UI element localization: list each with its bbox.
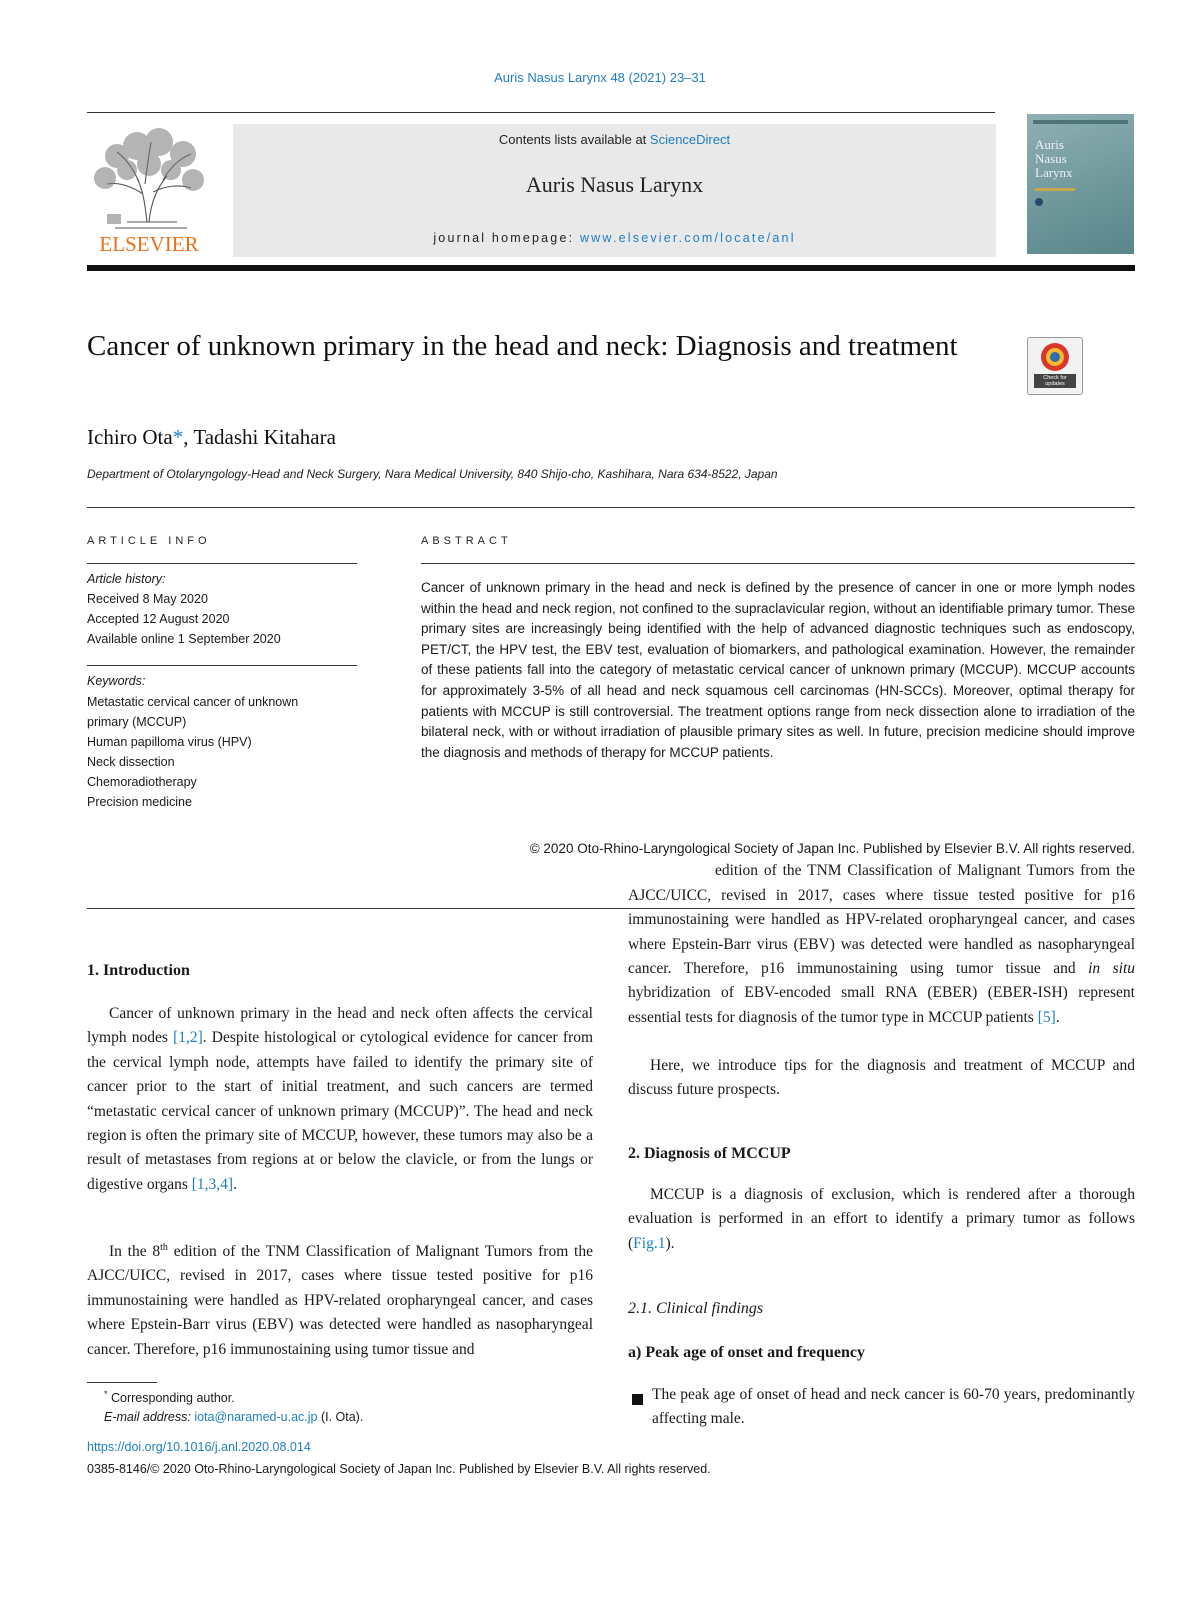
subsection-heading: 2.1. Clinical findings xyxy=(628,1300,764,1317)
footnote-mark: * xyxy=(104,1389,108,1399)
paragraph-text: . xyxy=(1055,1008,1060,1026)
reference-link[interactable]: [1,2] xyxy=(173,1029,203,1047)
journal-citation[interactable]: Auris Nasus Larynx 48 (2021) 23–31 xyxy=(494,70,706,85)
history-item-accepted: Accepted 12 August 2020 xyxy=(87,612,230,626)
paragraph-text: In the 8 xyxy=(109,1243,161,1260)
check-for-updates-label: Check for updates xyxy=(1043,375,1067,387)
email-link[interactable]: iota@naramed-u.ac.jp xyxy=(194,1410,318,1424)
journal-header-box xyxy=(233,124,996,257)
paragraph-text: edition of the TNM Classification of Malignant Tumors from the AJCC/UICC, revised in 2017, cases where tissue tested positive for p16 immunostaining were handled as HPV-related oropharyngeal cancer, and cases where Epstein-Barr virus (EBV) was detected were handled as nasopharyngeal cancer. Therefore, p16 immunostaining using tumor tissue and xyxy=(628,862,1135,978)
cover-title-line: Nasus xyxy=(1035,151,1067,166)
history-item-online: Available online 1 September 2020 xyxy=(87,632,281,646)
author-name[interactable]: Tadashi Kitahara xyxy=(193,425,336,449)
body-paragraph: Here, we introduce tips for the diagnosis and treatment of MCCUP and discuss future prospects. xyxy=(628,1057,1135,1099)
keyword-item: Neck dissection xyxy=(87,755,175,769)
affiliation-rule xyxy=(87,507,1135,508)
paragraph-text: hybridization of EBV-encoded small RNA (EBER) (EBER-ISH) represent essential tests for diagnosis of the tumor type in MCCUP patients xyxy=(628,984,1135,1026)
keyword-item: Human papilloma virus (HPV) xyxy=(87,735,252,749)
email-suffix: (I. Ota). xyxy=(317,1410,364,1424)
article-info-rule xyxy=(87,563,357,564)
elsevier-tree-icon xyxy=(87,124,211,256)
abstract-text: Cancer of unknown primary in the head and neck is defined by the presence of cancer in one or more lymph nodes within the head and neck region, not confined to the supraclavicular region, without an identifiable primary tumor. These primary sites are increasingly being identified with the help of advanced diagnostic techniques such as endoscopy, PET/CT, the HPV test, the EBV test, evaluation of biomarkers, and pathological examination. However, the remainder of these patients fall into the category of metastatic cervical cancer of unknown primary (MCCUP). MCCUP accounts for approximately 3-5% of all head and neck squamous cell carcinomas (HN-SCCs). Moreover, optimal therapy for patients with MCCUP is still controversial. The treatment options range from neck dissection alone to irradiation of the bilateral neck, with or without irradiation of plausible primary sites as well. In future, precision medicine should improve the diagnosis and methods of therapy for MCCUP patients. xyxy=(421,580,1135,760)
keyword-item: Precision medicine xyxy=(87,795,192,809)
bullet-square-icon xyxy=(632,1394,643,1405)
contents-prefix: Contents lists available at xyxy=(498,132,650,147)
paragraph-text: MCCUP is a diagnosis of exclusion, which is rendered after a thorough evaluation is performed in an effort to identify a primary tumor as follows ( xyxy=(628,1186,1135,1252)
cover-emblem-icon xyxy=(1035,198,1043,206)
doi-link[interactable]: https://doi.org/10.1016/j.anl.2020.08.014 xyxy=(87,1440,311,1454)
paragraph-text: ). xyxy=(665,1234,675,1252)
reference-link[interactable]: [5] xyxy=(1037,1008,1056,1026)
reference-link[interactable]: [1,3,4] xyxy=(191,1175,234,1193)
keywords-heading: Keywords: xyxy=(87,674,146,688)
email-label: E-mail address: xyxy=(104,1410,195,1424)
italic-term: in situ xyxy=(1088,960,1136,978)
history-item-received: Received 8 May 2020 xyxy=(87,592,208,606)
article-info-heading: ARTICLE INFO xyxy=(87,535,211,547)
article-history-heading: Article history: xyxy=(87,572,166,586)
paragraph-text: . Despite histological or cytological evidence for cancer from the cervical lymph node, attempts have failed to identify the primary site of cancer prior to the start of initial treatment, and such cancers are termed “metastatic cervical cancer of unknown primary (MCCUP)”. The head and neck region is often the primary site of MCCUP, however, these tumors may also be a result of metastases from regions at or below the clavicle, or from the lungs or digestive organs xyxy=(87,1029,593,1193)
body-paragraph-start xyxy=(87,1240,593,1360)
keyword-item: Chemoradiotherapy xyxy=(87,775,197,789)
header-rule xyxy=(87,112,995,113)
contents-line xyxy=(233,132,996,147)
homepage-prefix: journal homepage: xyxy=(433,231,580,245)
corresponding-author-mark[interactable]: * xyxy=(172,425,184,449)
footnote-corresponding xyxy=(104,1389,235,1405)
abstract-copyright: © 2020 Oto-Rhino-Laryngological Society of Japan Inc. Published by Elsevier B.V. All rights reserved. xyxy=(529,841,1135,856)
keyword-item: Metastatic cervical cancer of unknown xyxy=(87,695,299,709)
header-thick-rule xyxy=(87,265,1135,271)
cover-title-line: Auris xyxy=(1035,137,1064,152)
cover-top-band xyxy=(1033,120,1128,124)
author-affiliation: Department of Otolaryngology-Head and Neck Surgery, Nara Medical University, 840 Shijo-cho, Kashihara, Nara 634-8522, Japan xyxy=(87,467,778,481)
footnote-email xyxy=(104,1410,363,1424)
author-name[interactable]: Ichiro Ota xyxy=(87,425,173,449)
superscript-th: th xyxy=(160,1241,168,1253)
subsubsection-heading: a) Peak age of onset and frequency xyxy=(628,1344,866,1361)
keywords-rule xyxy=(87,665,357,666)
body-paragraph xyxy=(628,1183,1135,1256)
paragraph-text: . xyxy=(233,1175,237,1193)
body-paragraph xyxy=(87,1002,593,1197)
section-heading-introduction: 1. Introduction xyxy=(87,962,190,979)
journal-name: Auris Nasus Larynx xyxy=(525,172,704,197)
sciencedirect-link[interactable]: ScienceDirect xyxy=(649,132,731,147)
article-title: Cancer of unknown primary in the head and neck: Diagnosis and treatment xyxy=(87,330,958,362)
footnote-rule xyxy=(87,1382,157,1383)
footnote-text: Corresponding author. xyxy=(111,1391,235,1406)
paragraph-text: edition of the TNM Classification of Malignant Tumors from the AJCC/UICC, revised in 2017, cases where tissue tested positive for p16 immunostaining were handled as HPV-related oropharyngeal cancer, and cases where Epstein-Barr virus (EBV) was detected were handled as nasopharyngeal cancer. Therefore, p16 immunostaining using tumor tissue and xyxy=(87,1243,593,1358)
abstract-heading: ABSTRACT xyxy=(421,535,512,547)
journal-homepage-line xyxy=(233,231,996,245)
cover-title-line: Larynx xyxy=(1035,165,1073,180)
author-list xyxy=(87,425,336,450)
elsevier-wordmark: ELSEVIER xyxy=(99,232,199,256)
keyword-item: primary (MCCUP) xyxy=(87,715,187,729)
section-heading-diagnosis: 2. Diagnosis of MCCUP xyxy=(628,1145,791,1162)
issn-copyright-line: 0385-8146/© 2020 Oto-Rhino-Laryngological Society of Japan Inc. Published by Elsevier B.V. All rights reserved. xyxy=(87,1462,711,1476)
elsevier-logo[interactable] xyxy=(87,124,211,256)
journal-cover-thumbnail[interactable] xyxy=(1027,114,1134,254)
abstract-rule xyxy=(421,563,1135,564)
journal-homepage-link[interactable]: www.elsevier.com/locate/anl xyxy=(579,231,796,245)
paragraph-text: Cancer of unknown primary in the head and neck often affects the cervical lymph nodes xyxy=(87,1005,593,1047)
bullet-item: The peak age of onset of head and neck cancer is 60-70 years, predominantly affecting male. xyxy=(652,1386,1135,1428)
figure-link[interactable]: Fig.1 xyxy=(633,1234,666,1252)
cover-accent-bar xyxy=(1035,188,1075,191)
check-for-updates-badge[interactable] xyxy=(1027,337,1083,395)
author-separator: , xyxy=(183,425,194,449)
body-paragraph-continued xyxy=(628,862,1136,1055)
